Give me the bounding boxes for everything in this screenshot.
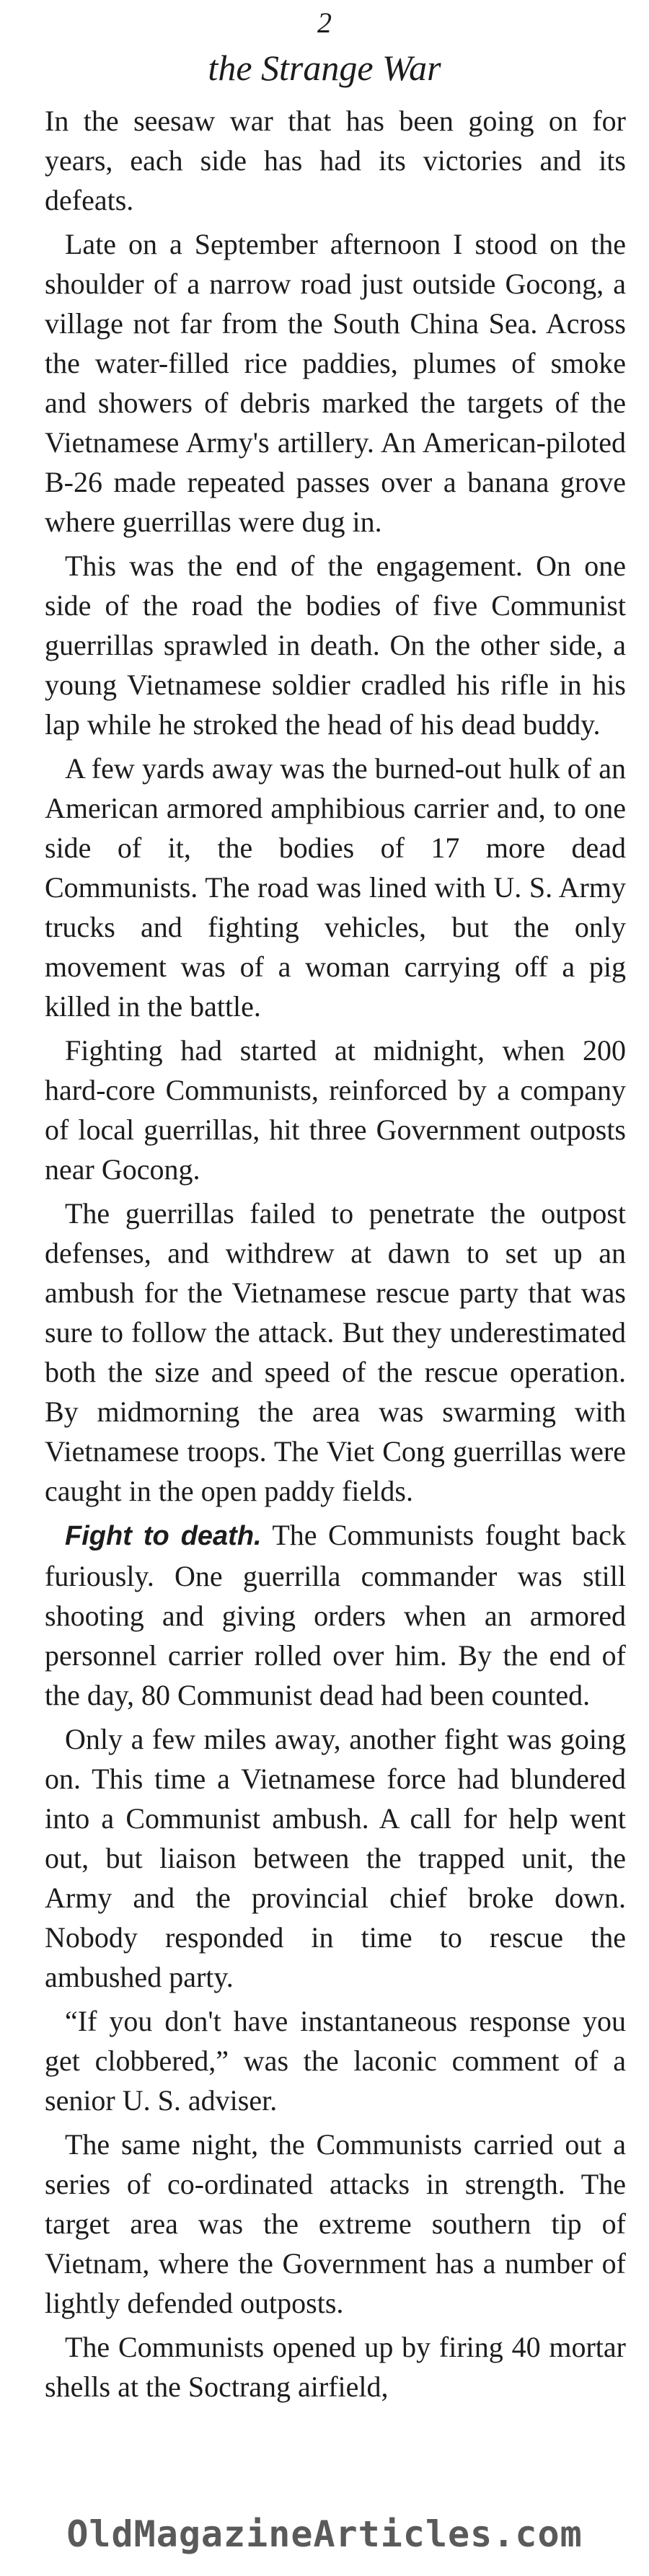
site-watermark[interactable]: OldMagazineArticles.com bbox=[66, 2513, 583, 2555]
paragraph: This was the end of the engagement. On one side of the road the bodies of five Communist guerrillas sprawled in death. On the other side, a young Vietnamese soldier cradled his rifle in his lap while he stroked the head of his dead buddy. bbox=[45, 550, 626, 741]
article-body bbox=[45, 101, 626, 2411]
page-title: the Strange War bbox=[208, 48, 441, 88]
run-in-body: The Communists fought back furiously. One guerrilla commander was still shooting and giving orders when an armored personnel carrier rolled over him. By the end of the day, 80 Communist dead had been counted. bbox=[45, 1519, 627, 1711]
paragraph: A few yards away was the burned-out hulk of an American armored amphibious carrier and, to one side of it, the bodies of 17 more dead Communists. The road was lined with U. S. Army trucks and fighting vehicles, but the only movement was of a woman carrying off a pig killed in the battle. bbox=[45, 752, 626, 1023]
paragraph: The Communists opened up by firing 40 mortar shells at the Soctrang airfield, bbox=[45, 2331, 626, 2403]
paragraph-fight-to-death bbox=[45, 1515, 626, 1715]
paragraph: Only a few miles away, another fight was going on. This time a Vietnamese force had blundered into a Communist ambush. A call for help went out, but liaison between the trapped unit, the Army and the provincial chief broke down. Nobody responded in time to rescue the ambushed party. bbox=[45, 1723, 626, 1993]
paragraph: The same night, the Communists carried out a series of co-ordinated attacks in strength. The target area was the extreme southern tip of Vietnam, where the Government has a number of lightly defended outposts. bbox=[45, 2128, 626, 2319]
paragraph: The guerrillas failed to penetrate the outpost defenses, and withdrew at dawn to set up an ambush for the Vietnamese rescue party that was sure to follow the attack. But they underestimated both the size and speed of the rescue operation. By midmorning the area was swarming with Vietnamese troops. The Viet Cong guerrillas were caught in the open paddy fields. bbox=[45, 1197, 626, 1507]
paragraph: In the seesaw war that has been going on for years, each side has had its victories and its defeats. bbox=[45, 105, 626, 216]
paragraph: Fighting had started at midnight, when 200 hard-core Communists, reinforced by a company of local guerrillas, hit three Government outposts near Gocong. bbox=[45, 1034, 626, 1186]
page-number: 2 bbox=[317, 6, 332, 39]
run-in-heading: Fight to death. bbox=[65, 1521, 262, 1551]
paragraph: Late on a September afternoon I stood on the shoulder of a narrow road just outside Gocong, a village not far from the South China Sea. Across the water-filled rice paddies, plumes of smoke and showers of debris marked the targets of the Vietnamese Army's artillery. An American-piloted B-26 made repeated passes over a banana grove where guerrillas were dug in. bbox=[45, 228, 626, 538]
paragraph: “If you don't have instantaneous response you get clobbered,” was the laconic comment of a senior U. S. adviser. bbox=[45, 2005, 626, 2117]
